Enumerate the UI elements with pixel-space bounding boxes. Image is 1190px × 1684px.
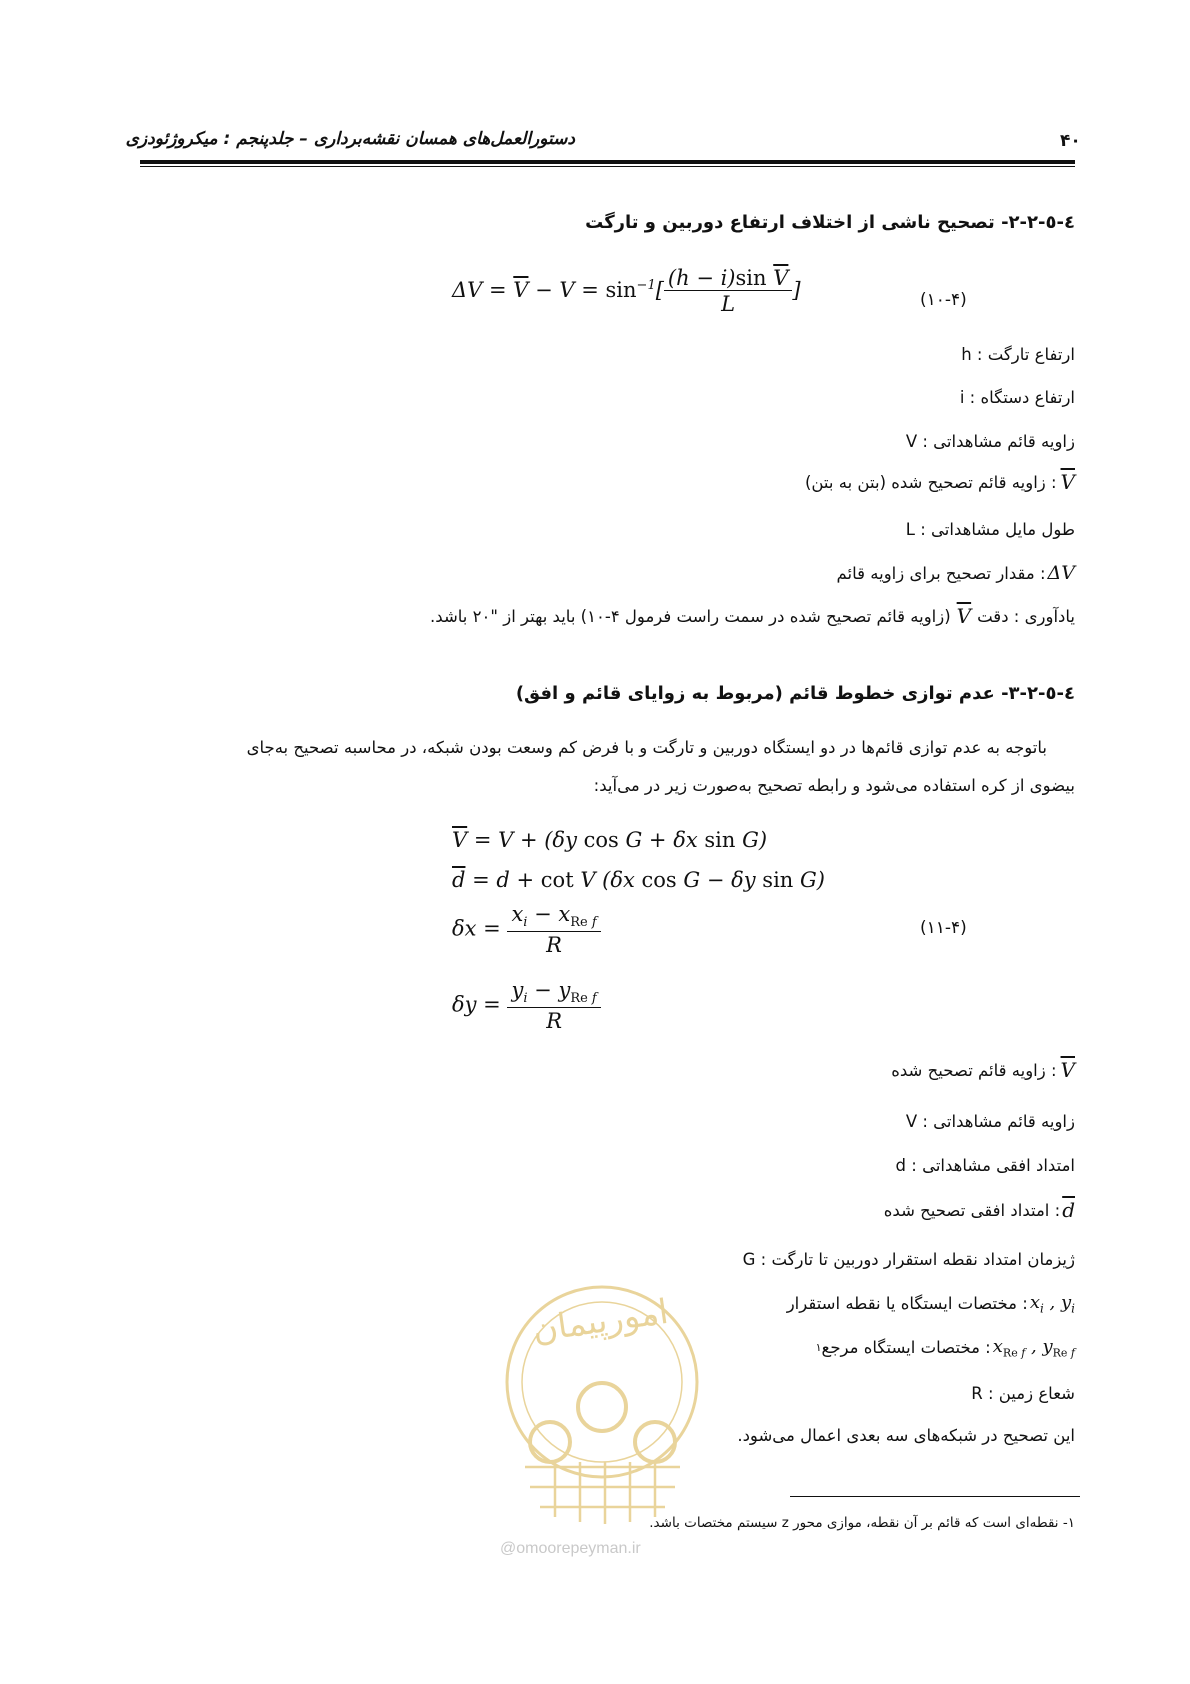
definition-v-2: V : زاویه قائم مشاهداتی: [905, 1112, 1075, 1131]
header-rule-thin: [140, 166, 1075, 167]
equation-number-10-4: (۱۰-۴): [920, 290, 967, 310]
equation-delta-x: δx = $\frac{x_i - x_{Re f}}{R}$: [452, 902, 601, 958]
section-heading-height-correction: ٤-٥-٢-٢- تصحیح ناشی از اختلاف ارتفاع دوربین و تارگت: [585, 212, 1075, 233]
definition-delta-v: ΔV : مقدار تصحیح برای زاویه قائم: [836, 562, 1075, 584]
section-heading-plumb-lines: ٤-٥-٢-٣- عدم توازی خطوط قائم (مربوط به زوایای قائم و افق): [515, 683, 1075, 704]
definition-r: R : شعاع زمین: [971, 1384, 1075, 1403]
definition-g: G : ژیزمان امتداد نقطه استقرار دوربین تا تارگت: [742, 1250, 1075, 1269]
footnote-rule: [790, 1496, 1080, 1497]
definition-h: h : ارتفاع تارگت: [961, 345, 1075, 364]
definition-v: V : زاویه قائم مشاهداتی: [905, 432, 1075, 451]
definition-v-bar: $\overline{V}$ : زاویه قائم تصحیح شده (بتن به بتن): [804, 470, 1075, 494]
paragraph-line-1: باتوجه به عدم توازی قائم‌ها در دو ایستگاه دوربین و تارگت و با فرض کم وسعت بودن شبکه، در محاسبه تصحیح به‌جای: [246, 738, 1047, 757]
svg-text:امورپیمان: امورپیمان: [530, 1291, 671, 1351]
paragraph-line-2: بیضوی از کره استفاده می‌شود و رابطه تصحیح به‌صورت زیر در می‌آید:: [593, 776, 1075, 795]
definition-d: d : امتداد افقی مشاهداتی: [895, 1156, 1075, 1175]
running-header-title: دستورالعمل‌های همسان نقشه‌برداری – جلدپنجم : میکروژئودزی: [125, 129, 575, 149]
equation-v-bar: $\overline{V} = V + (\delta y$ cos G + δx sin G): [452, 828, 768, 852]
equation-d-bar: $\overline{d} = d + \cot V$ (δx cos G − δy sin G): [452, 868, 825, 892]
closing-sentence: این تصحیح در شبکه‌های سه بعدی اعمال می‌شود.: [737, 1426, 1075, 1445]
watermark-logo: [495, 1272, 710, 1532]
footnote-text: ۱- نقطه‌ای است که قائم بر آن نقطه، موازی محور z سیستم مختصات باشد.: [649, 1515, 1075, 1531]
definition-i: i : ارتفاع دستگاه: [959, 388, 1075, 407]
equation-delta-y: δy = $\frac{y_i - y_{Re f}}{R}$: [452, 978, 601, 1034]
page-number: ۴۰: [1060, 131, 1081, 151]
definition-l: L : طول مایل مشاهداتی: [905, 520, 1075, 539]
equation-10-4: $\Delta V = \overline{V} - V = \sin^{-1}$[ $\frac{(h - i)\sin \overline{V}}{L}$ ]: [452, 266, 801, 317]
definition-xref-yref: $x_{Re f}$ , $y_{Re f}$ : مختصات ایستگاه مرجع ۱: [815, 1336, 1075, 1360]
header-rule: [140, 160, 1075, 164]
definition-xi-yi: $x_i$ , $y_i$ : مختصات ایستگاه یا نقطه استقرار: [786, 1292, 1075, 1316]
watermark-url: @omoorepeyman.ir: [500, 1540, 641, 1557]
definition-v-bar-2: $\overline{V}$ : زاویه قائم تصحیح شده: [891, 1058, 1075, 1082]
equation-number-11-4: (۱۱-۴): [920, 918, 967, 938]
definition-d-bar: $\overline{d}$ : امتداد افقی تصحیح شده: [883, 1198, 1075, 1222]
footnote-marker: ۱: [815, 1341, 822, 1355]
note-precision: یادآوری : دقت $\overline{V}$ (زاویه قائم تصحیح شده در سمت راست فرمول ۴-۱۰) باید بهتر از "۲۰ باشد.: [430, 604, 1075, 628]
